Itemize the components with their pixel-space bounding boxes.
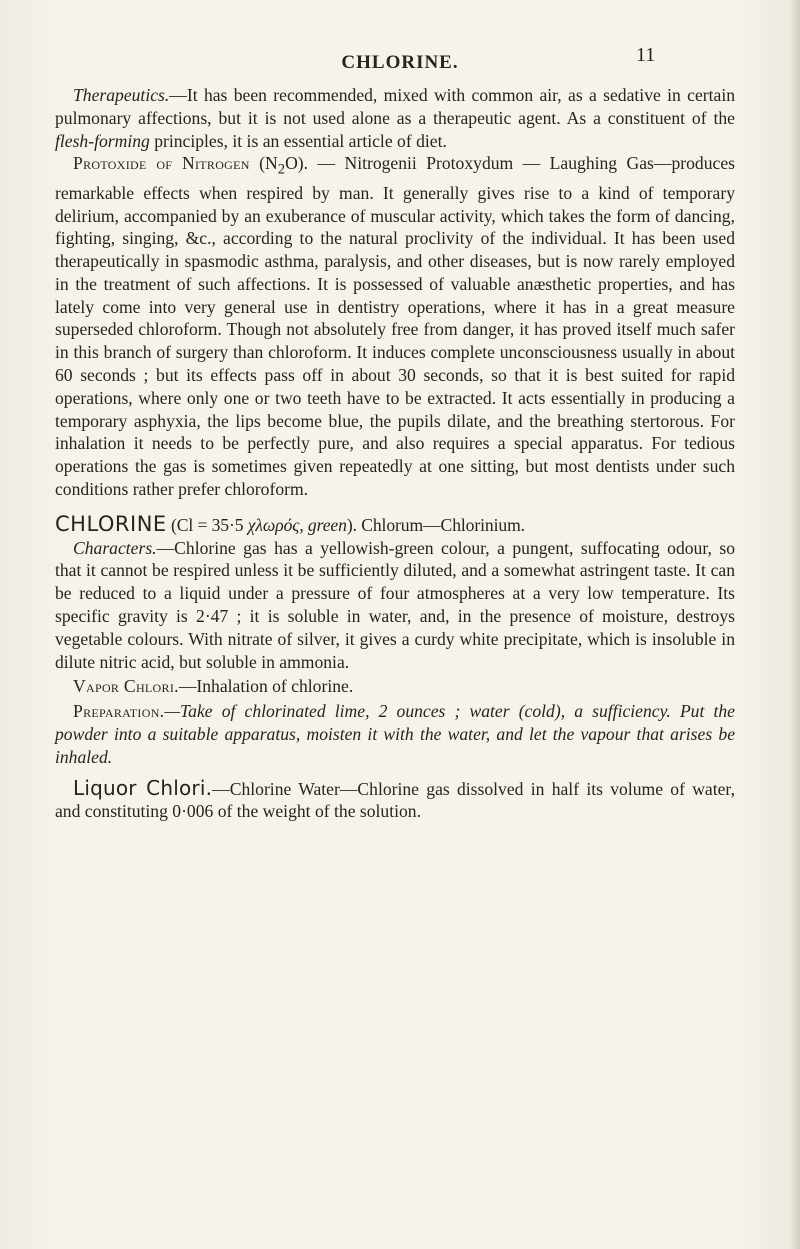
chlorine-synonyms: Chlorum—Chlorinium. [356, 514, 525, 535]
liquor-label: Liquor Chlori. [73, 775, 213, 800]
chlorine-greek: χλωρός, green [247, 514, 347, 535]
vapor-paragraph [55, 675, 735, 698]
vapor-label: Vapor Chlori. [73, 676, 179, 697]
vapor-text: —Inhalation of chlorine. [178, 676, 354, 697]
page-body [55, 84, 735, 823]
preparation-text: —Take of chlorinated lime, 2 ounces ; water (cold), a sufficiency. Put the powder into a suitable apparatus, moisten it with the water, and let the vapour that arises be inhaled. [55, 701, 735, 767]
protoxide-paragraph [55, 152, 735, 500]
protoxide-text: — Nitrogenii Protoxydum — Laughing Gas—produces remarkable effects when respired by man. It generally gives rise to a kind of temporary delirium, accompanied by an exuberance of muscular activity, which takes the form of dancing, fighting, singing, &c., according to the natural proclivity of the individual. It has been used therapeutically in spasmodic asthma, paralysis, and other diseases, but is now rarely employed in the treatment of such affections. It is possessed of valuable anæsthetic properties, and has lately come into very general use in dentistry operations, where it has in a great measure superseded chloroform. Though not absolutely free from danger, it has proved itself much safer in this branch of surgery than chloroform. It induces complete unconsciousness usually in about 60 seconds ; but its effects pass off in about 30 seconds, so that it is best suited for rapid operations, where only one or two teeth have to be extracted. It acts essentially in producing a temporary asphyxia, the lips become blue, the pupils dilate, and the breathing stertorous. For inhalation it needs to be perfectly pure, and also requires a special apparatus. For tedious operations the gas is sometimes given repeatedly at one sitting, but most dentists under such conditions rather prefer chloroform. [55, 153, 735, 500]
therapeutics-label: Therapeutics. [73, 85, 170, 105]
liquor-text: —Chlorine Water—Chlorine gas dissolved in half its volume of water, and constituting 0·006 of the weight of the solution. [55, 778, 735, 822]
chlorine-heading-paragraph [55, 513, 735, 537]
protoxide-formula-subscript: 2 [277, 161, 286, 178]
protoxide-formula-open: (N [249, 153, 278, 174]
therapeutics-emphasis: flesh-forming [55, 130, 150, 151]
therapeutics-text-1: —It has been recommended, mixed with common air, as a sedative in certain pulmonary affections, but it is not used alone as a therapeutic agent. As a constituent of the [55, 85, 735, 128]
preparation-paragraph [55, 700, 735, 768]
chlorine-formula: (Cl = 35·5 [166, 514, 248, 535]
page-number: 11 [636, 44, 656, 66]
characters-label: Characters. [73, 537, 157, 558]
chlorine-name: CHLORINE [55, 511, 167, 536]
therapeutics-text-2: principles, it is an essential article of diet. [149, 130, 447, 151]
page-edge-shadow [790, 0, 800, 1249]
running-header: CHLORINE. [341, 52, 459, 73]
characters-paragraph [55, 537, 735, 674]
chlorine-formula-close: ). [346, 514, 357, 535]
characters-text: —Chlorine gas has a yellowish-green colour, a pungent, suffocating odour, so that it cannot be respired unless it be sufficiently diluted, and a somewhat astringent taste. It can be reduced to a liquid under a pressure of four atmospheres at a very low temperature. Its specific gravity is 2·47 ; it is soluble in water, and, in the presence of moisture, destroys vegetable colours. With nitrate of silver, it gives a curdy white precipitate, which is insoluble in dilute nitric acid, but soluble in ammonia. [55, 537, 735, 672]
therapeutics-paragraph [55, 84, 735, 152]
protoxide-formula-close: O). [285, 153, 309, 174]
preparation-label: Preparation. [73, 701, 165, 722]
liquor-paragraph [55, 777, 735, 824]
protoxide-label: Protoxide of Nitrogen [73, 153, 250, 174]
